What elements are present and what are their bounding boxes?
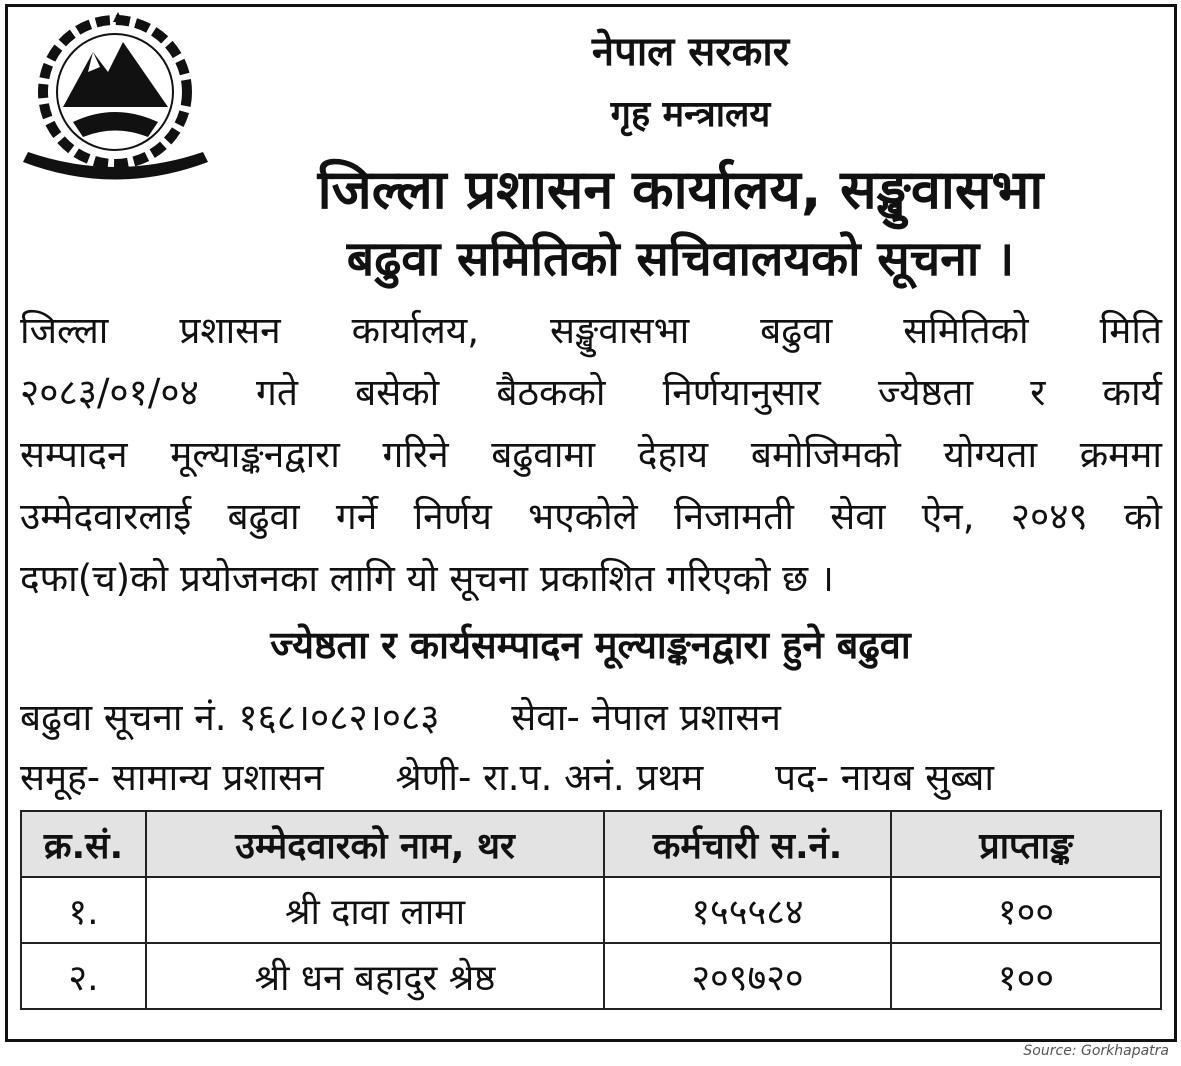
class: श्रेणी- रा.प. अनं. प्रथम: [395, 756, 704, 799]
body-line: २०८३/०१/०४ गते बसेको बैठकको निर्णयानुसार ज्येष्ठता र कार्य: [20, 371, 1162, 414]
government-title: नेपाल सरकार: [591, 29, 790, 75]
body-line: जिल्ला प्रशासन कार्यालय, सङ्खुवासभा बढुवा समितिको मिति: [20, 309, 1162, 352]
cell-name: श्री धन बहादुर श्रेष्ठ: [146, 943, 604, 1009]
table-row: [21, 943, 1161, 1009]
notice-body: [20, 305, 1162, 615]
body-line: सम्पादन मूल्याङ्कनद्वारा गरिने बढुवामा देहाय बमोजिमको योग्यता क्रममा: [20, 433, 1162, 476]
notice-details-line-2: [20, 750, 994, 801]
cell-name: श्री दावा लामा: [146, 877, 604, 943]
header-name: उम्मेदवारको नाम, थर: [146, 811, 604, 877]
notice-number: बढुवा सूचना नं. १६८।०८२।०८३: [20, 696, 440, 739]
post: पद- नायब सुब्बा: [775, 756, 995, 799]
cell-serial: १.: [21, 877, 146, 943]
table-row: [21, 877, 1161, 943]
candidates-table: [20, 810, 1162, 1010]
service: सेवा- नेपाल प्रशासन: [511, 696, 781, 739]
cell-marks: १००: [891, 877, 1161, 943]
group: समूह- सामान्य प्रशासन: [20, 756, 324, 799]
table-header-row: [21, 811, 1161, 877]
section-subheading: ज्येष्ठता र कार्यसम्पादन मूल्याङ्कनद्वारा हुने बढुवा: [270, 623, 911, 667]
cell-employee-no: २०९७२०: [604, 943, 891, 1009]
source-credit: Source: Gorkhapatra: [1023, 1043, 1169, 1059]
body-line: उम्मेदवारलाई बढुवा गर्ने निर्णय भएकोले निजामती सेवा ऐन, २०४९ को: [20, 495, 1162, 538]
header-marks: प्राप्ताङ्क: [891, 811, 1161, 877]
notice-title: बढुवा समितिको सचिवालयको सूचना ।: [346, 231, 1015, 287]
notice-details-line-1: [20, 690, 841, 741]
office-title: जिल्ला प्रशासन कार्यालय, सङ्खुवासभा: [317, 158, 1044, 221]
nepal-government-emblem: [18, 12, 213, 187]
body-line: दफा(च)को प्रयोजनका लागि यो सूचना प्रकाशित गरिएको छ ।: [20, 557, 834, 600]
header-employee-no: कर्मचारी स.नं.: [604, 811, 891, 877]
ministry-title: गृह मन्त्रालय: [610, 94, 771, 135]
cell-serial: २.: [21, 943, 146, 1009]
header-serial: क्र.सं.: [21, 811, 146, 877]
cell-employee-no: १५५५८४: [604, 877, 891, 943]
cell-marks: १००: [891, 943, 1161, 1009]
